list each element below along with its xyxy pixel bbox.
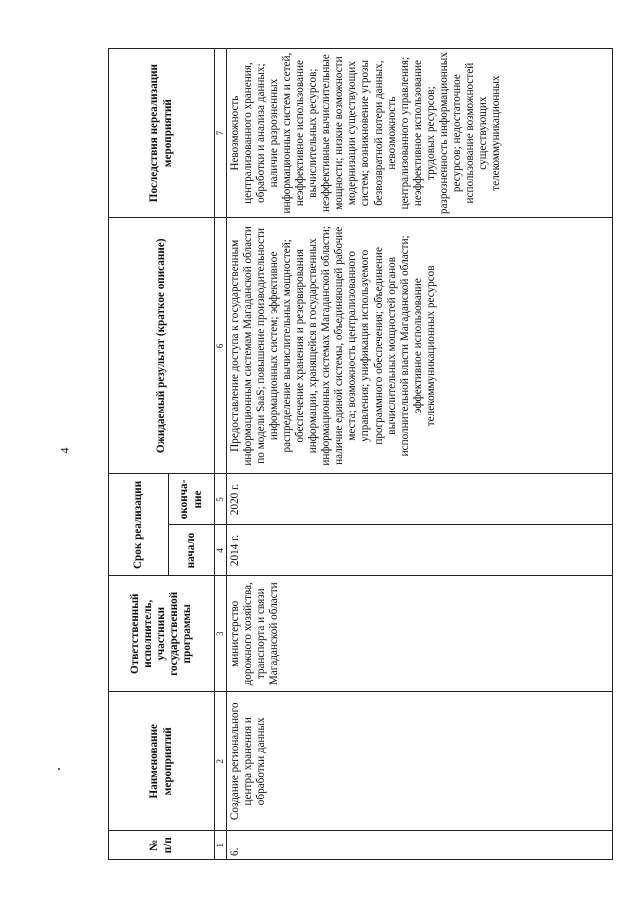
activity-name: Создание регионального центра хранения и обработки данных: [226, 692, 612, 831]
header-consequences: Последствия нереализации мероприятий: [109, 49, 215, 218]
program-activities-table: [108, 48, 613, 860]
column-number: 7: [215, 49, 227, 218]
scan-speck: [58, 768, 60, 770]
page-number: 4: [57, 447, 72, 454]
header-start: начало: [169, 525, 215, 576]
header-name: Наименование мероприятий: [109, 692, 215, 831]
row-number: 6.: [226, 831, 612, 860]
column-number: 6: [215, 218, 227, 474]
header-result: Ожидаемый результат (краткое описание): [109, 218, 215, 474]
column-number-row: [215, 49, 227, 860]
expected-result: Предоставление доступа к государственным информационным системам Магаданской области по модели SaaS; повышение производительности информационных систем; эффективное распределение вычислительных мощностей; обеспечение хранения и резервирования информации, хранящейся в государственных информационных системах Магаданской области; наличие единой системы, объединяющей рабочие места; возможность централизованного управления; унификация используемого программного обеспечения; объединение вычислительных мощностей органов исполнительной власти Магаданской области; эффективное использование телекоммуникационных ресурсов: [226, 218, 612, 474]
header-end: оконча-ние: [169, 474, 215, 525]
header-responsible: Ответственный исполнитель, участники государственной программы: [109, 576, 215, 692]
column-number: 2: [215, 692, 227, 831]
column-number: 3: [215, 576, 227, 692]
end-year: 2020 г.: [226, 474, 612, 525]
non-implementation-consequences: Невозможность централизованного хранения, обработки и анализа данных; наличие разрозненных информационных систем и сетей, неэффективное использование вычислительных ресурсов; неэффективные вычислительные мощности; низкие возможности модернизации существующих систем; возникновение угрозы безвозвратной потери данных, невозможность централизованного управления; неэффективное использование трудовых ресурсов; разрозненность информационных ресурсов; недостаточное использование возможностей существующих телекоммуникационных: [226, 49, 612, 218]
table-header-row: [109, 49, 169, 860]
table-row: [226, 49, 612, 860]
column-number: 1: [215, 831, 227, 860]
start-year: 2014 г.: [226, 525, 612, 576]
responsible-executor: министерство дорожного хозяйства, транспорта и связи Магаданской области: [226, 576, 612, 692]
column-number: 4: [215, 525, 227, 576]
header-no: № п/п: [109, 831, 215, 860]
header-period: Срок реализации: [109, 474, 169, 576]
rotated-table-page: [108, 48, 613, 860]
column-number: 5: [215, 474, 227, 525]
